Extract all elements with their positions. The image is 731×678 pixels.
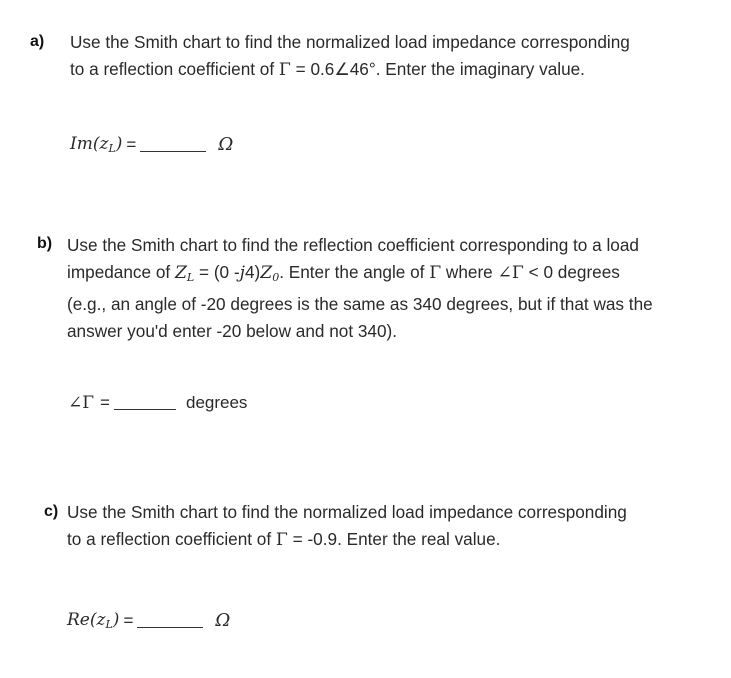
degrees-unit: degrees: [185, 393, 248, 412]
text-run: = 0.6∠46°. Enter the imaginary value.: [290, 59, 585, 79]
answer-row: [68, 393, 247, 413]
question-text: [67, 499, 627, 554]
question-label: c): [44, 503, 59, 520]
answer-label-arg: z: [99, 134, 109, 154]
zl-letter: Z: [174, 263, 187, 283]
question-line: Use the Smith chart to find the reflection coefficient corresponding to a load: [67, 235, 639, 255]
answer-label: $Im(z_L)$: [70, 134, 123, 155]
question-text: [67, 232, 653, 345]
text-run: impedance of: [67, 262, 175, 282]
z0-sub: 0: [272, 271, 280, 284]
answer-label: ∠Γ: [68, 393, 95, 413]
gamma-symbol: Γ: [275, 530, 288, 550]
z0-symbol: [260, 263, 279, 283]
equals-sign: =: [100, 393, 110, 412]
equals-sign: =: [126, 135, 137, 154]
answer-input-blank[interactable]: [114, 393, 176, 410]
z0-letter: Z: [260, 263, 273, 283]
answer-row: [67, 610, 230, 631]
question-line: (e.g., an angle of -20 degrees is the same as 340 degrees, but if that was the: [67, 294, 653, 314]
answer-label-fn: Im: [70, 134, 93, 154]
gamma-symbol: Γ: [278, 60, 291, 80]
ohm-unit: Ω: [215, 610, 231, 631]
text-run: where: [441, 262, 498, 282]
j-symbol: j: [239, 263, 245, 283]
answer-row: [70, 134, 233, 155]
question-line: [67, 526, 627, 554]
question-label: b): [37, 235, 53, 252]
text-run: = -0.9. Enter the real value.: [287, 529, 501, 549]
question-line: [67, 259, 653, 291]
text-run: . Enter the angle of: [279, 262, 430, 282]
text-run: to a reflection coefficient of: [67, 529, 276, 549]
question-line: Use the Smith chart to find the normalized load impedance corresponding: [70, 32, 630, 52]
text-run: = (0 -: [194, 262, 240, 282]
question-line: [70, 56, 630, 84]
answer-input-blank[interactable]: [140, 135, 206, 152]
zl-sub: L: [186, 271, 195, 284]
text-run: < 0 degrees: [523, 262, 620, 282]
answer-input-blank[interactable]: [137, 611, 203, 628]
question-line: Use the Smith chart to find the normalized load impedance corresponding: [67, 502, 627, 522]
angle-gamma-symbol: ∠Γ: [497, 263, 524, 283]
text-run: 4): [244, 262, 261, 282]
ohm-unit: Ω: [218, 134, 234, 155]
answer-label: $Re(z_L)$: [67, 610, 120, 631]
equals-sign: =: [123, 611, 134, 630]
zl-symbol: [175, 263, 194, 283]
answer-label-fn: Re: [67, 610, 90, 630]
text-run: to a reflection coefficient of: [70, 59, 279, 79]
answer-label-sub: L: [108, 142, 116, 155]
question-text: [70, 29, 630, 84]
gamma-symbol: Γ: [429, 263, 442, 283]
question-label: a): [30, 33, 45, 50]
answer-label-arg: z: [96, 610, 106, 630]
question-line: answer you'd enter -20 below and not 340).: [67, 321, 398, 341]
answer-label-sub: L: [105, 618, 113, 631]
